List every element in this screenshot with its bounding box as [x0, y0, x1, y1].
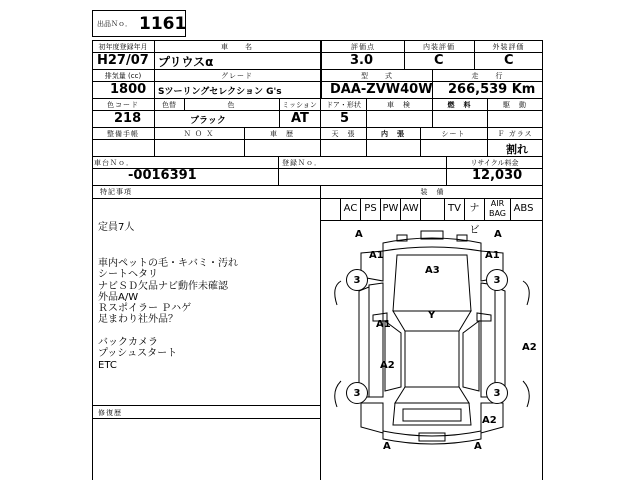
damage-mark: A1 [376, 319, 391, 330]
mission-value: AT [291, 111, 309, 126]
drive-header: 駆 動 [503, 101, 527, 109]
damage-mark: A1 [485, 250, 500, 261]
color-value: ブラック [190, 116, 226, 126]
interior-value: C [434, 53, 444, 68]
note-line: シートヘタリ [98, 269, 158, 281]
note-line: バックカメラ [98, 337, 158, 349]
exterior-header: 外装評価 [492, 43, 525, 51]
score-header: 評価点 [351, 43, 375, 51]
damage-mark: A [355, 229, 363, 240]
score-value: 3.0 [350, 53, 374, 68]
note-line: Ｒスポイラー Ｐハゲ [98, 303, 192, 315]
repair-history-header: 修復歴 [98, 409, 122, 417]
mileage-value: 266,539 Km [448, 82, 536, 97]
damage-mark: A [474, 441, 482, 452]
damage-mark: A [494, 229, 502, 240]
manual-header: 整備手帳 [107, 130, 139, 138]
damage-mark: A1 [369, 250, 384, 261]
notes-header: 特記事項 [100, 188, 132, 196]
equipment-item: AW [400, 198, 420, 220]
grade-header: グレード [221, 72, 253, 80]
mission-header: ミッション [282, 101, 317, 109]
equipment-item: ナビ [464, 198, 484, 220]
damage-mark: A2 [522, 342, 537, 353]
equipment-item: AC [340, 198, 360, 220]
lot-number-value: 1161 [139, 14, 187, 34]
displacement-value: 1800 [110, 82, 147, 97]
interior-header: 内装評価 [423, 43, 455, 51]
equipment-item: ABS [510, 198, 536, 220]
nox-header: Ｎ Ｏ Ｘ [183, 130, 215, 138]
f-glass-value: 割れ [506, 143, 528, 156]
capacity-note: 定員7人 [98, 222, 135, 233]
damage-mark: Y [428, 310, 436, 321]
color-code-value: 218 [114, 111, 142, 126]
mileage-header: 走 行 [471, 72, 504, 80]
displacement-header: 排気量 (cc) [104, 72, 142, 80]
note-line: 足まわり社外品？ [98, 314, 178, 326]
equipment-item: PW [380, 198, 400, 220]
tire-rear-right: 3 [486, 382, 508, 404]
car-name-header: 車 名 [221, 43, 253, 51]
doors-value: 5 [340, 111, 350, 126]
note-line: 外品A/W [98, 291, 139, 303]
f-glass-header: Ｆ ガラス [497, 130, 533, 138]
sunroof-header: 天 張 [331, 130, 356, 138]
sheet-header: シート [441, 130, 466, 138]
grade-value: Sツーリングセレクション G's [158, 87, 282, 97]
first-reg-value: H27/07 [97, 53, 149, 68]
damage-mark: A3 [425, 265, 440, 276]
color-code-header: 色コード [107, 101, 139, 109]
interior-roof-header: 内 張 [381, 130, 405, 138]
damage-mark: A2 [482, 415, 497, 426]
tire-front-left: 3 [346, 269, 368, 291]
note-line: ナビＳＤ欠品ナビ動作未確認 [98, 280, 228, 292]
exterior-value: C [504, 53, 514, 68]
note-line: 車内ペットの毛・キバミ・汚れ [98, 258, 238, 269]
reg-no-header: 登録Ｎｏ． [282, 159, 322, 167]
model-value: DAA-ZVW40W [330, 82, 433, 97]
tire-rear-left: 3 [346, 382, 368, 404]
car-diagram [321, 221, 543, 480]
notes-list [98, 258, 318, 371]
damage-mark: A2 [380, 360, 395, 371]
note-line [98, 326, 318, 337]
lot-number-box [92, 10, 186, 37]
first-reg-header: 初年度登録年月 [98, 43, 148, 51]
fuel-header: 燃 料 [447, 101, 472, 109]
damage-mark: A [383, 441, 391, 452]
tire-front-right: 3 [486, 269, 508, 291]
note-line: プッシュスタート [98, 348, 178, 360]
inspection-header: 車 検 [387, 101, 411, 109]
recycle-value: 12,030 [472, 168, 523, 183]
chassis-header: 車台Ｎｏ． [94, 159, 134, 167]
equipment-item [420, 198, 444, 220]
color-header: 色 [227, 101, 236, 109]
equipment-item: TV [444, 198, 464, 220]
lot-number-label: 出品Ｎｏ． [97, 20, 132, 28]
color-change-header: 色替 [162, 101, 176, 109]
car-name-value: プリウスα [158, 55, 214, 69]
chassis-value: -0016391 [128, 168, 197, 183]
doors-header: ドア・形状 [326, 101, 361, 109]
model-header: 型 式 [361, 72, 393, 80]
equipment-item: PS [360, 198, 380, 220]
equipment-item: AIR BAG [484, 198, 510, 220]
note-line: ETC [98, 359, 117, 371]
history-header: 車 歴 [270, 130, 294, 138]
recycle-header: リサイクル料金 [470, 159, 519, 167]
equipment-header: 装 備 [420, 188, 445, 196]
